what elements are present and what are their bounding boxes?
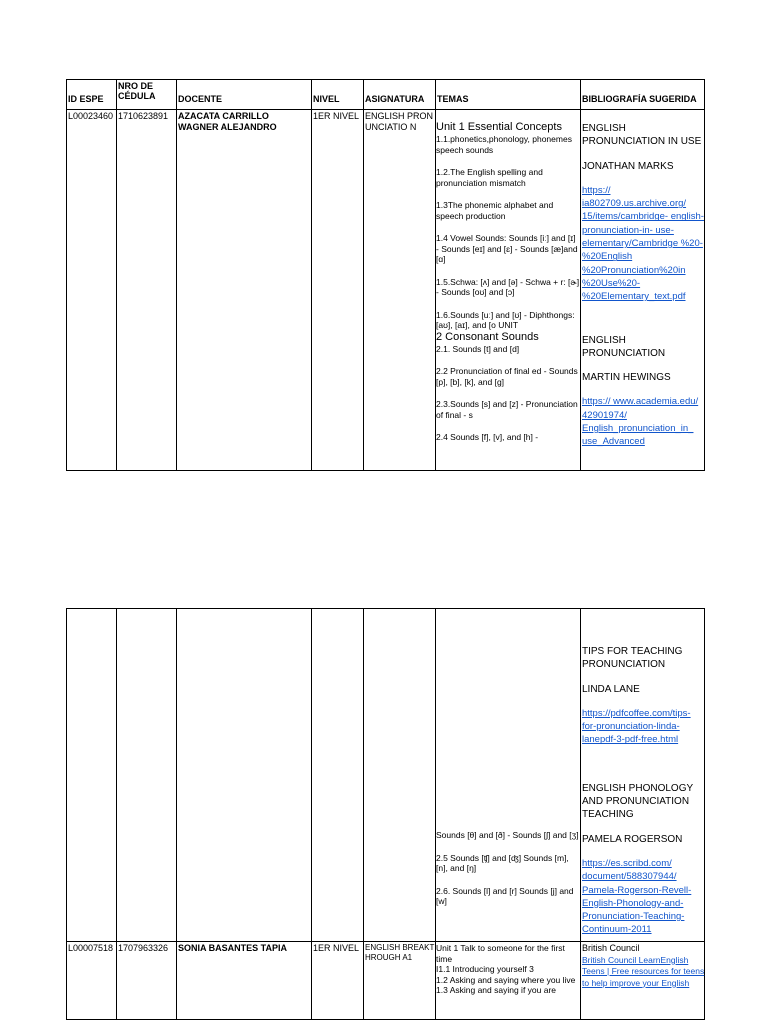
- row2-nivel: 1ER NIVEL: [313, 943, 360, 953]
- topic-2-2: 2.2 Pronunciation of final ed - Sounds [p], [b], [k], and [g]: [436, 366, 578, 387]
- bib-title: British Council: [582, 943, 640, 953]
- row1-asignatura: ENGLISH PRONUNCIATIO N: [365, 111, 434, 132]
- header-id-espe: ID ESPE: [68, 94, 104, 104]
- row2-temas: [436, 943, 580, 996]
- header-nro-cedula: NRO DE CÉDULA: [118, 81, 156, 101]
- bib-link[interactable]: https:// www.academia.edu/ 42901974/ English_pronunciation_in_ use_Advanced: [582, 396, 699, 448]
- header-nivel: NIVEL: [313, 94, 340, 104]
- row1-bibliografia: [582, 122, 706, 449]
- bib-title: ENGLISH PRONUNCIATION: [582, 334, 666, 359]
- bib-author: JONATHAN MARKS: [582, 160, 674, 172]
- row2-asignatura: ENGLISH BREAKTHROUGH A1: [365, 943, 435, 962]
- bib-link[interactable]: https://es.scribd.com/ document/588307944/ Pamela-Rogerson-Revell- English-Phonology-and- Pronunciation-Teaching- Continuum-2011: [582, 857, 692, 936]
- row1-id: L00023460: [68, 111, 114, 121]
- row2-cedula: 1707963326: [118, 943, 169, 953]
- topic: I1.1 Introducing yourself 3: [436, 964, 534, 974]
- unit-title: Unit 1 Talk to someone for the first time: [436, 943, 565, 964]
- topic: 1.3 Asking and saying if you are: [436, 985, 557, 995]
- bib-author: MARTIN HEWINGS: [582, 372, 671, 384]
- topic-2-3: 2.3.Sounds [s] and [z] - Pronunciation of final - s: [436, 399, 578, 420]
- header-temas: TEMAS: [437, 94, 469, 104]
- bib-title: ENGLISH PHONOLOGY AND PRONUNCIATION TEACHING: [582, 782, 693, 821]
- bib-link[interactable]: British Council LearnEnglish Teens | Free resources for teens to help improve your English: [582, 954, 705, 988]
- row1-temas: [436, 121, 580, 443]
- bib-author: LINDA LANE: [582, 683, 640, 695]
- unit-title: Unit 1 Essential Concepts: [436, 121, 562, 133]
- topic-2-5: 2.5 Sounds [ʧ] and [ʤ] Sounds [m], [n], and [ŋ]: [436, 852, 569, 873]
- topic-1-1: 1.1.phonetics,phonology, phonemes speech sounds: [436, 134, 572, 155]
- curriculum-table-page2: [66, 608, 705, 1020]
- topic-1-5: 1.5.Schwa: [ʌ] and [ə] - Schwa + r: [ɚ] - Sounds [oʊ] and [ɔ]: [436, 276, 580, 297]
- row1-cedula: 1710623891: [118, 111, 169, 121]
- topic-1-2: 1.2.The English spelling and pronunciation mismatch: [436, 167, 543, 188]
- topic-1-4: 1.4 Vowel Sounds: Sounds [iː] and [ɪ] - Sounds [eɪ] and [ɛ] - Sounds [æ]and [ɑ]: [436, 233, 578, 264]
- header-docente: DOCENTE: [178, 94, 223, 104]
- curriculum-table-page1: [66, 79, 705, 471]
- row1-docente: AZACATA CARRILLO WAGNER ALEJANDRO: [178, 111, 277, 132]
- topic-1-3: 1.3The phonemic alphabet and speech production: [436, 200, 554, 221]
- row2-docente: SONIA BASANTES TAPIA: [178, 943, 288, 953]
- topic: Sounds [θ] and [ð] - Sounds [ʃ] and [ʒ]: [436, 830, 579, 840]
- bib-title: TIPS FOR TEACHING PRONUNCIATION: [582, 646, 683, 671]
- bib-title: ENGLISH PRONUNCIATION IN USE: [582, 123, 702, 148]
- row2-id: L00007518: [68, 943, 114, 953]
- topic: 1.2 Asking and saying where you live: [436, 974, 576, 985]
- topic-2-4: 2.4 Sounds [f], [v], and [h] -: [436, 432, 539, 442]
- row2-bibliografia: [582, 943, 706, 989]
- topic-1-6: 1.6.Sounds [uː] and [ʊ] - Diphthongs: [aʊ], [aɪ], and [o UNIT: [436, 309, 575, 330]
- bib-link[interactable]: https:// ia802709.us.archive.org/ 15/items/cambridge- english-pronunciation-in- use-elementary/Cambridge %20-%20English %20Pronunciation%20in %20Use%20- %20Elementary_text.pdf: [582, 184, 704, 303]
- unit-2-title: 2 Consonant Sounds: [436, 330, 539, 343]
- header-asignatura: ASIGNATURA: [365, 94, 425, 104]
- bib-link[interactable]: https://pdfcoffee.com/tips- for-pronunciation-linda- lanepdf-3-pdf-free.html: [582, 707, 691, 746]
- bib-author: PAMELA ROGERSON: [582, 833, 683, 845]
- cont-temas: [436, 830, 580, 907]
- topic-2-1: 2.1. Sounds [t] and [d]: [436, 343, 520, 354]
- header-bibliografia: BIBLIOGRAFÍA SUGERIDA: [582, 94, 697, 104]
- row1-nivel: 1ER NIVEL: [313, 111, 360, 121]
- topic-2-6: 2.6. Sounds [l] and [r] Sounds [j] and [w]: [436, 885, 574, 906]
- cont-bibliografia: [582, 645, 706, 937]
